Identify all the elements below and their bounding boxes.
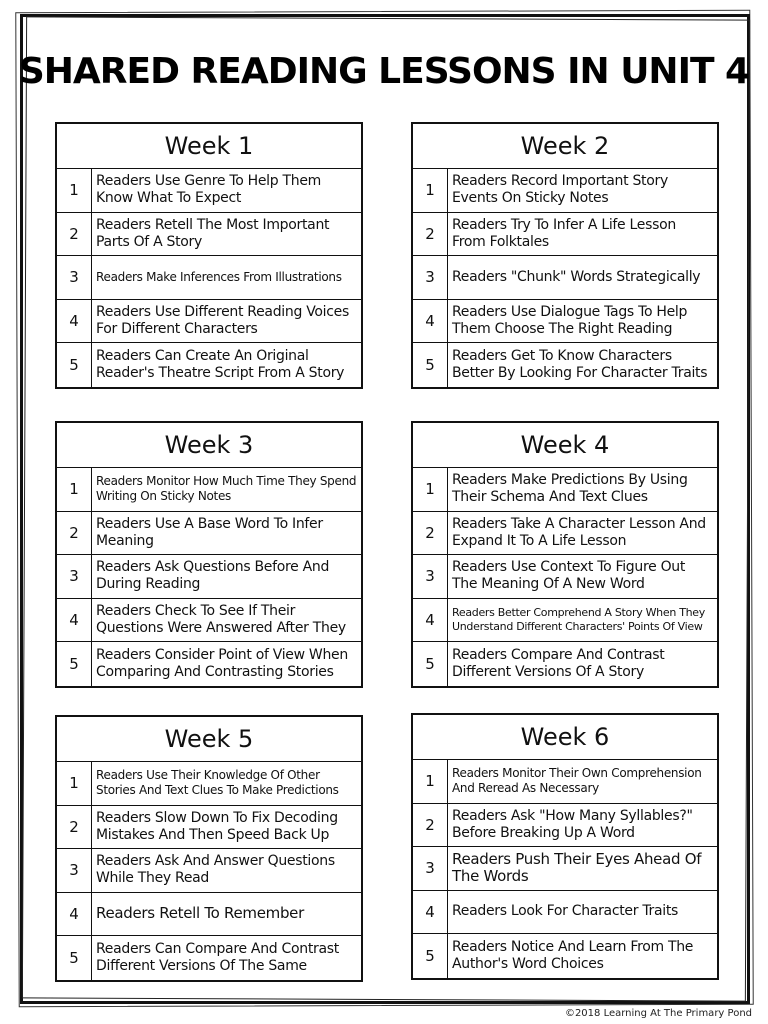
week-2-table [411,122,719,389]
lesson-number: 1 [413,760,448,803]
lesson-text: Readers Slow Down To Fix Decoding Mistakes And Then Speed Back Up [96,809,338,843]
lesson-row [57,555,361,599]
lesson-text: Readers Check To See If Their Questions Were Answered After They [96,602,346,636]
copyright-footer: ©2018 Learning At The Primary Pond [564,1008,752,1019]
lesson-text: Readers Use Context To Figure Out The Meaning Of A New Word [452,559,686,593]
lesson-text: Readers Use A Base Word To Infer Meaning [96,515,323,549]
week-heading: Week 3 [57,423,361,468]
lesson-number: 1 [57,468,92,511]
lesson-row [57,512,361,556]
page-title: SHARED READING LESSONS IN UNIT 4 [18,51,750,92]
lesson-text: Readers Ask And Answer Questions While They Read [96,853,335,887]
lesson-text: Readers Take A Character Lesson And Expand It To A Life Lesson [452,515,706,549]
lesson-row [413,847,717,891]
lesson-text: Readers "Chunk" Words Strategically [452,268,701,285]
lesson-row [57,762,361,806]
lesson-text: Readers Ask Questions Before And During Reading [96,559,330,593]
lesson-number: 1 [57,762,92,805]
lesson-row [413,512,717,556]
lesson-row [57,599,361,643]
lesson-text: Readers Ask "How Many Syllables?" Before Breaking Up A Word [452,807,693,841]
lesson-number: 5 [57,642,92,686]
lesson-row [413,599,717,643]
lesson-number: 4 [57,599,92,642]
lesson-text: Readers Can Compare And Contrast Different Versions Of The Same [96,940,339,974]
lesson-row [57,468,361,512]
lesson-row [57,806,361,850]
lesson-number: 4 [413,599,448,642]
lesson-number: 1 [413,468,448,511]
lesson-number: 3 [57,256,92,299]
lesson-text: Readers Notice And Learn From The Author's Word Choices [452,938,694,972]
lesson-row [413,760,717,804]
lesson-number: 5 [57,343,92,387]
lesson-number: 4 [413,891,448,934]
lesson-number: 2 [57,512,92,555]
lesson-row [413,891,717,935]
lesson-number: 4 [57,893,92,936]
lesson-number: 3 [413,256,448,299]
lesson-row [413,642,717,686]
lesson-text: Readers Can Create An Original Reader's Theatre Script From A Story [96,347,345,381]
lesson-row [413,169,717,213]
lesson-row [57,849,361,893]
lesson-number: 3 [413,847,448,890]
lesson-row [57,213,361,257]
lesson-number: 3 [413,555,448,598]
week-5-table [55,715,363,982]
lesson-number: 3 [57,849,92,892]
lesson-number: 5 [413,642,448,686]
week-heading: Week 1 [57,124,361,169]
lesson-text: Readers Monitor How Much Time They Spend Writing On Sticky Notes [96,474,357,504]
lesson-text: Readers Record Important Story Events On Sticky Notes [452,173,668,207]
week-heading: Week 6 [413,715,717,760]
lesson-text: Readers Retell The Most Important Parts Of A Story [96,216,330,250]
lesson-text: Readers Better Comprehend A Story When They Understand Different Characters' Points Of View [452,605,705,633]
lesson-text: Readers Make Predictions By Using Their Schema And Text Clues [452,472,688,506]
lesson-number: 5 [413,343,448,387]
lesson-text: Readers Try To Infer A Life Lesson From Folktales [452,216,676,250]
lesson-number: 4 [413,300,448,343]
lesson-text: Readers Retell To Remember [96,904,304,923]
lesson-text: Readers Use Dialogue Tags To Help Them Choose The Right Reading [452,303,688,337]
lesson-row [413,343,717,387]
lesson-number: 2 [413,213,448,256]
lesson-row [57,169,361,213]
week-heading: Week 5 [57,717,361,762]
lesson-text: Readers Monitor Their Own Comprehension And Reread As Necessary [452,766,702,796]
lesson-text: Readers Look For Character Traits [452,903,679,920]
week-4-table [411,421,719,688]
lesson-number: 2 [413,804,448,847]
lesson-text: Readers Push Their Eyes Ahead Of The Words [452,850,702,886]
lesson-row [57,893,361,937]
lesson-row [413,804,717,848]
week-1-table [55,122,363,389]
lesson-number: 1 [57,169,92,212]
lesson-text: Readers Use Their Knowledge Of Other Stories And Text Clues To Make Predictions [96,768,339,798]
lesson-number: 1 [413,169,448,212]
lesson-row [413,300,717,344]
lesson-number: 2 [57,213,92,256]
week-6-table [411,713,719,980]
lesson-text: Readers Make Inferences From Illustrations [96,269,342,284]
lesson-row [413,213,717,257]
lesson-number: 3 [57,555,92,598]
lesson-row [413,468,717,512]
lesson-number: 2 [413,512,448,555]
lesson-text: Readers Compare And Contrast Different Versions Of A Story [452,646,665,680]
lesson-text: Readers Use Different Reading Voices For Different Characters [96,303,349,337]
lesson-number: 4 [57,300,92,343]
lesson-number: 5 [413,934,448,978]
lesson-row [57,300,361,344]
lesson-number: 5 [57,936,92,980]
lesson-text: Readers Use Genre To Help Them Know What To Expect [96,173,321,207]
lesson-row [57,642,361,686]
week-heading: Week 4 [413,423,717,468]
lesson-number: 2 [57,806,92,849]
lesson-row [413,256,717,300]
lesson-text: Readers Get To Know Characters Better By Looking For Character Traits [452,347,708,381]
lesson-row [57,343,361,387]
lesson-row [57,936,361,980]
lesson-row [413,934,717,978]
lesson-row [57,256,361,300]
lesson-text: Readers Consider Point of View When Comparing And Contrasting Stories [96,646,348,680]
lesson-row [413,555,717,599]
week-3-table [55,421,363,688]
week-heading: Week 2 [413,124,717,169]
